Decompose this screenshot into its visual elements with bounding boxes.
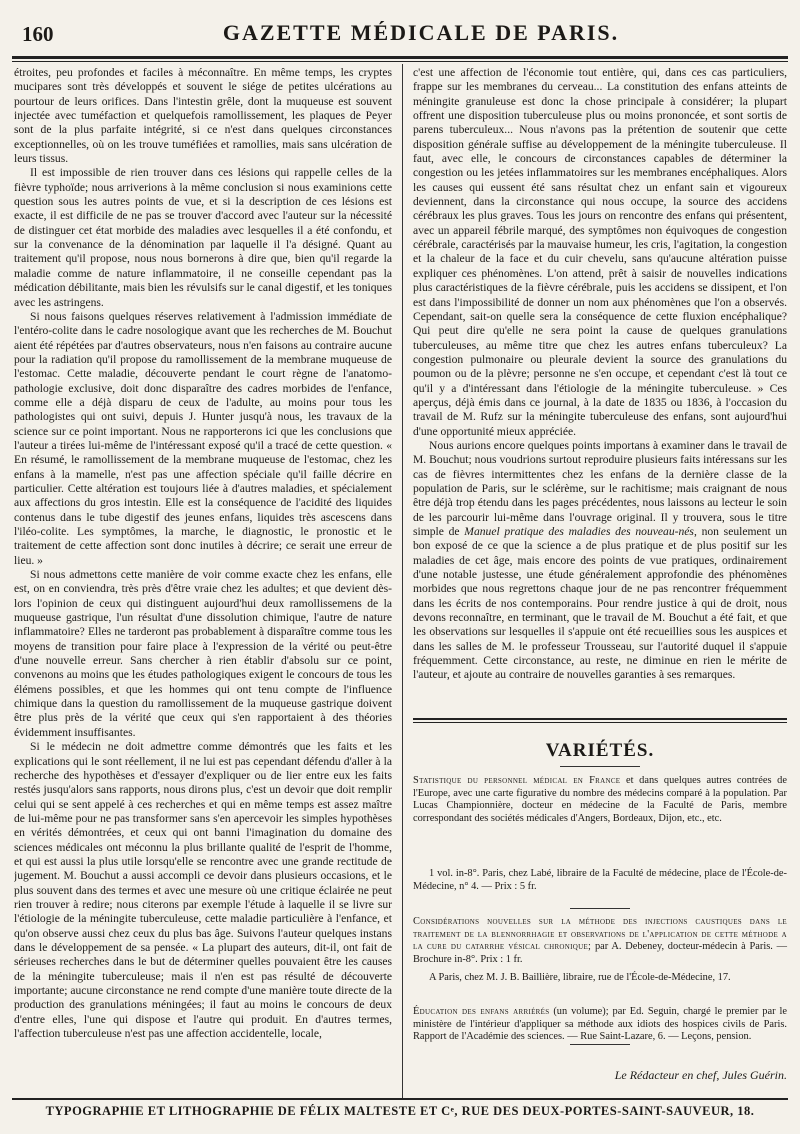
paragraph: Si le médecin ne doit admettre comme démontrés que les faits et les explications qui le sont réellement, il ne lui est pas cependant défendu d'aller à la recherche des hypothèses et d'essayer d'expliquer ou de lier entre eux les faits restés jusqu'alors sans rapports, nous dirons plus, c'est un devoir que doit remplir celui qui se sent appelé à ces recherches et qui en même temps est assez maître de lui-même pour ne pas transformer sans s'en apercevoir les simples hypothèses en vérités démontrées, et ceux qui ont banni l'imagination du domaine des sciences médicales ont méconnu la plus brillante qualité de l'esprit de l'homme, et qui est aussi la plus utile lorsqu'elle se rencontre avec une grande rectitude de jugement. M. Bouchut a aussi accompli ce devoir dans plusieurs occasions, et le plus souvent dans des termes et avec une mesure où une critique éclairée ne peut rien trouver à redire; nous citerons par exemple l'étude à laquelle il se livre sur l'étiologie de la méningite tuberculeuse, cette maladie particulière à l'enfance, et qu'on observe aussi chez ceux du plus bas âge. Suivons l'auteur quelques instans dans le développement de sa pensée. « La plupart des auteurs, dit-il, ont fait de sérieuses recherches dans le but de déterminer quelles pouvaient être les causes de la méningite tuberculeuse; mais il n'en est pas résulté de découverte importante; aucune circonstance ne rend compte d'une manière toute directe de la production des granulations méningées; il faut au moins le concours de deux d'entre elles, l'une qui dispose et l'autre qui produit. En d'autres termes, l'affection tuberculeuse n'est pas une affection accidentelle, locale, — [14, 740, 392, 1041]
notice-statistique — [413, 775, 787, 825]
header-rule-thin — [12, 61, 788, 62]
masthead-title: GAZETTE MÉDICALE DE PARIS. — [222, 20, 620, 45]
notice-publisher — [413, 972, 787, 985]
editor-signature: Le Rédacteur en chef, Jules Guérin. — [614, 1068, 787, 1082]
paragraph: étroites, peu profondes et faciles à méconnaître. En même temps, les cryptes mucipares sont très développés et souvent le siége de petites ulcérations au pourtour de leurs orifices. Dans l'intestin grêle, dont la muqueuse est souvent injectée avec tuméfaction et quelquefois ramollissement, les plaques de Peyer sont de la plus parfaite intégrité, si ce n'est dans quelques circonstances exceptionnelles, où on les trouve tuméfiées et ramollies, mais sans ulcération de leurs tissus. — [14, 66, 392, 166]
publisher-line: A Paris, chez M. J. B. Baillière, libraire, rue de l'École-de-Médecine, 17. — [429, 972, 731, 983]
notice-title: Éducation des enfans arriérés — [413, 1006, 550, 1017]
page-header — [16, 10, 786, 46]
section-rule-thin — [413, 722, 787, 723]
paragraph: Si nous admettons cette manière de voir comme exacte chez les enfans, elle est, on en conviendra, très près d'être vraie chez les adultes; et que devient dès-lors l'opinion de ceux qui distinguent aujourd'hui deux ramollissemens de la muqueuse gastrique, l'un résultat d'une dissolution chimique, l'autre de nature inflammatoire? Elles ne tarderont pas probablement à disparaître comme tous les moyens de transition pour faire place à l'expression de la vérité ou peut-être d'une nouvelle erreur. Sans chercher à rien établir d'absolu sur ce point, convenons au moins que les études pathologiques exigent le concours de tous les élémens possibles, et que les hommes qui ont tenu compte de l'influence chimique dans la question du ramollissement de la muqueuse gastrique doivent être plus près de la vérité que ceux qui s'en rapportaient à des théories évidemment insuffisantes. — [14, 568, 392, 739]
paragraph — [413, 439, 787, 683]
book-title: Manuel pratique des maladies des nouveau-nés — [464, 525, 694, 538]
column-divider — [402, 64, 403, 1100]
page-number: 160 — [22, 22, 54, 46]
notice-text: et dans quelques autres contrées de l'Europe, avec une carte figurative du nombre des médecins comparé à la population. Par Lucas Championnière, docteur en médecine de la Faculté de Paris, membre correspondant des sociétés médicales d'Angers, Bordeaux, Dijon, etc., etc. — [413, 775, 787, 824]
notice-education — [413, 1006, 787, 1044]
left-column — [14, 66, 392, 1096]
notice-title: Statistique du personnel médical en France — [413, 775, 621, 786]
notice-separator — [570, 1044, 630, 1045]
paragraph: Il est impossible de rien trouver dans ces lésions qui rappelle celles de la fièvre typhoïde; nous arriverions à la même conclusion si nous examinions cette question sous les autres points de vue, et si la description de ces lésions est exacte, il est difficile de ne pas se trouver d'accord avec l'auteur sur la nécessité de distinguer cet état morbide des maladies avec lesquelles il a été confondu, et sur la convenance de la dénomination par laquelle il l'a désigné. Quant au traitement qu'il propose, nous nous bornerons à dire que, bien qu'il regarde la maladie comme de nature inflammatoire, il ne conseille cependant pas la médication débilitante, mais bien les révulsifs sur le canal digestif, et les toniques avec les astringens. — [14, 166, 392, 309]
paragraph-text: , non seulement un bon exposé de ce que la science a de plus pratique et de plus positif sur les maladies de cet âge, mais encore des points de vue pratiques, ordinairement d'une notable justesse, une étude généralement approfondie des phénomènes morbides que nous regrettons chaque jour de ne pas rencontrer fréquemment dans les écrits de nos contemporains. Pour rendre justice à qui de droit, nous devons reconnaître, en terminant, que le travail de M. Bouchut a été fait, et que les observations sur lesquelles il s'appuie ont été recueillies sous les auspices et dans les salles de M. le professeur Trousseau, sur l'autorité duquel il s'appuie fréquemment. Cette circonstance, au reste, ne diminue en rien le mérite de l'auteur, et ajoute au contraire de nouvelles garanties à ses remarques. — [413, 525, 787, 682]
paragraph-text: Nous aurions encore quelques points importans à examiner dans le travail de M. Bouchut; nous voudrions surtout reproduire plusieurs faits intéressans sur les cas de fièvres intermittentes chez les enfans de la dernière classe de la population de Paris, sur le sclérème, sur le rachitisme; mais craignant de nous être déjà trop étendu dans les pages précédentes, nous laissons au lecteur le soin de les parcourir lui-même dans l'ouvrage original. Il y trouvera, sous le titre simple de — [413, 438, 787, 538]
header-rule — [12, 56, 788, 59]
publisher-line: 1 vol. in-8°. Paris, chez Labé, libraire de la Faculté de médecine, place de l'École-de-Médecine, n° 4. — Prix : 5 fr. — [413, 868, 787, 892]
right-column — [413, 66, 787, 714]
footer-rule — [12, 1098, 788, 1100]
section-rule — [413, 718, 787, 720]
paragraph: Si nous faisons quelques réserves relativement à l'admission immédiate de l'entéro-colite dans le cadre nosologique avant que les recherches de M. Bouchut aient été répétées par d'autres observateurs, nous n'en faisons au contraire aucune pour la radiation qu'il propose du ramollissement de la membrane muqueuse de l'estomac. Cette maladie, découverte pendant le court règne de l'anatomo-pathologie exclusive, doit donc disparaître des cadres morbides de l'enfance, comme elle a déjà disparu de ceux de l'adulte, au moins pour tous les pathologistes qui ont suivi, depuis J. Hunter jusqu'à nous, les travaux de la science sur ce point important. Nous ne rapporterons ici que les conclusions que l'auteur a tirées lui-même de l'intéressant exposé qu'il a tracé de cette question. « En résumé, le ramollissement de la membrane muqueuse de l'estomac, chez les enfans à la mamelle, n'est pas une affection spéciale qu'il faille décrire en particulier. Cette altération est toujours liée à d'autres maladies, et spécialement aux affections du gros intestin. Elle est la conséquence de l'acidité des liquides contenus dans le tube digestif des jeunes enfans, liquides très ascescens dans l'iléo-colite. Les symptômes, la marche, le diagnostic, le pronostic et le traitement de cette affection sont donc inutiles à décrire; ce serait une erreur de lieu. » — [14, 309, 392, 567]
notice-injections — [413, 916, 787, 966]
heading-underline — [560, 766, 640, 767]
notice-title: Considérations nouvelles sur la méthode des injections caustiques dans le traitement de la blennorrhagie et observations de l'application de cette méthode a la cure du catarrhe vésical chronique; — [413, 916, 787, 953]
notice-separator — [570, 908, 630, 909]
notice-text: (un volume); par Ed. Seguin, chargé le premier par le ministère de l'intérieur d'appliquer sa méthode aux idiots des hospices civils de Paris. Rapport de l'Académie des sciences. — Rue Saint-Lazare, 6. — Leçons, pension. — [413, 1006, 788, 1043]
notice-text: par A. Debeney, docteur-médecin à Paris. — Brochure in-8°. Prix : 1 fr. — [413, 941, 787, 965]
paragraph: c'est une affection de l'économie tout entière, qui, dans ces cas particuliers, frappe sur les membranes du cerveau... La constitution des enfans atteints de méningite granuleuse est donc la chose principale à considérer; la plupart offrent une disposition tuberculeuse plus ou moins prononcée, et sont sortis de parens tuberculeux... Nous n'avons pas la prétention de soutenir que cette disposition générale suffise au développement de la méningite tuberculeuse. Il faut, avec elle, le concours de circonstances capables de déterminer la congestion ou les jetées inflammatoires sur les membranes encéphaliques. Alors les causes qui eussent été sans résultat chez un enfant sain et vigoureux deviennent, dans la circonstance qui nous occupe, la source des accidens cérébraux les plus graves. Tous les jours on rencontre des enfans qui présentent, avec un appareil fébrile marqué, des symptômes non équivoques de congestion cérébrale, caractérisés par la mauvaise humeur, les cris, l'agitation, la congestion et la chaleur de la face et du cuir chevelu, sans qu'aucune altération puisse expliquer ces phénomènes. L'on attend, prêt à saisir de nouvelles indications plus caractéristiques de la fièvre cérébrale, puis les accidens se dissipent, et l'on est dans l'impossibilité de donner un nom aux phénomènes que l'on a observés. Cependant, sait-on quelle sera la conséquence de cette fluxion encéphalique? Qui peut dire qu'elle ne sera point la cause de quelques granulations tuberculeuses, au même titre que chez les autres enfans tuberculeux? La congestion pulmonaire ou pleurale devient la source des granulations du poumon ou de la plèvre; personne ne s'en occupe, et cependant c'est là tout ce qu'il y a d'intéressant dans l'étiologie de la méningite tuberculeuse. » Ces aperçus, déjà émis dans ce journal, à la date de 1835 ou 1836, à l'occasion du travail de M. Rufz sur la méningite tuberculeuse des enfans, sont aujourd'hui d'une opportunité mieux appréciée. — [413, 66, 787, 438]
notice-publisher — [413, 868, 787, 893]
printer-imprint: TYPOGRAPHIE ET LITHOGRAPHIE DE FÉLIX MALTESTE ET Cᵉ, RUE DES DEUX-PORTES-SAINT-SAUVEUR, 18. — [45, 1104, 755, 1118]
varietes-heading: VARIÉTÉS. — [545, 740, 655, 761]
